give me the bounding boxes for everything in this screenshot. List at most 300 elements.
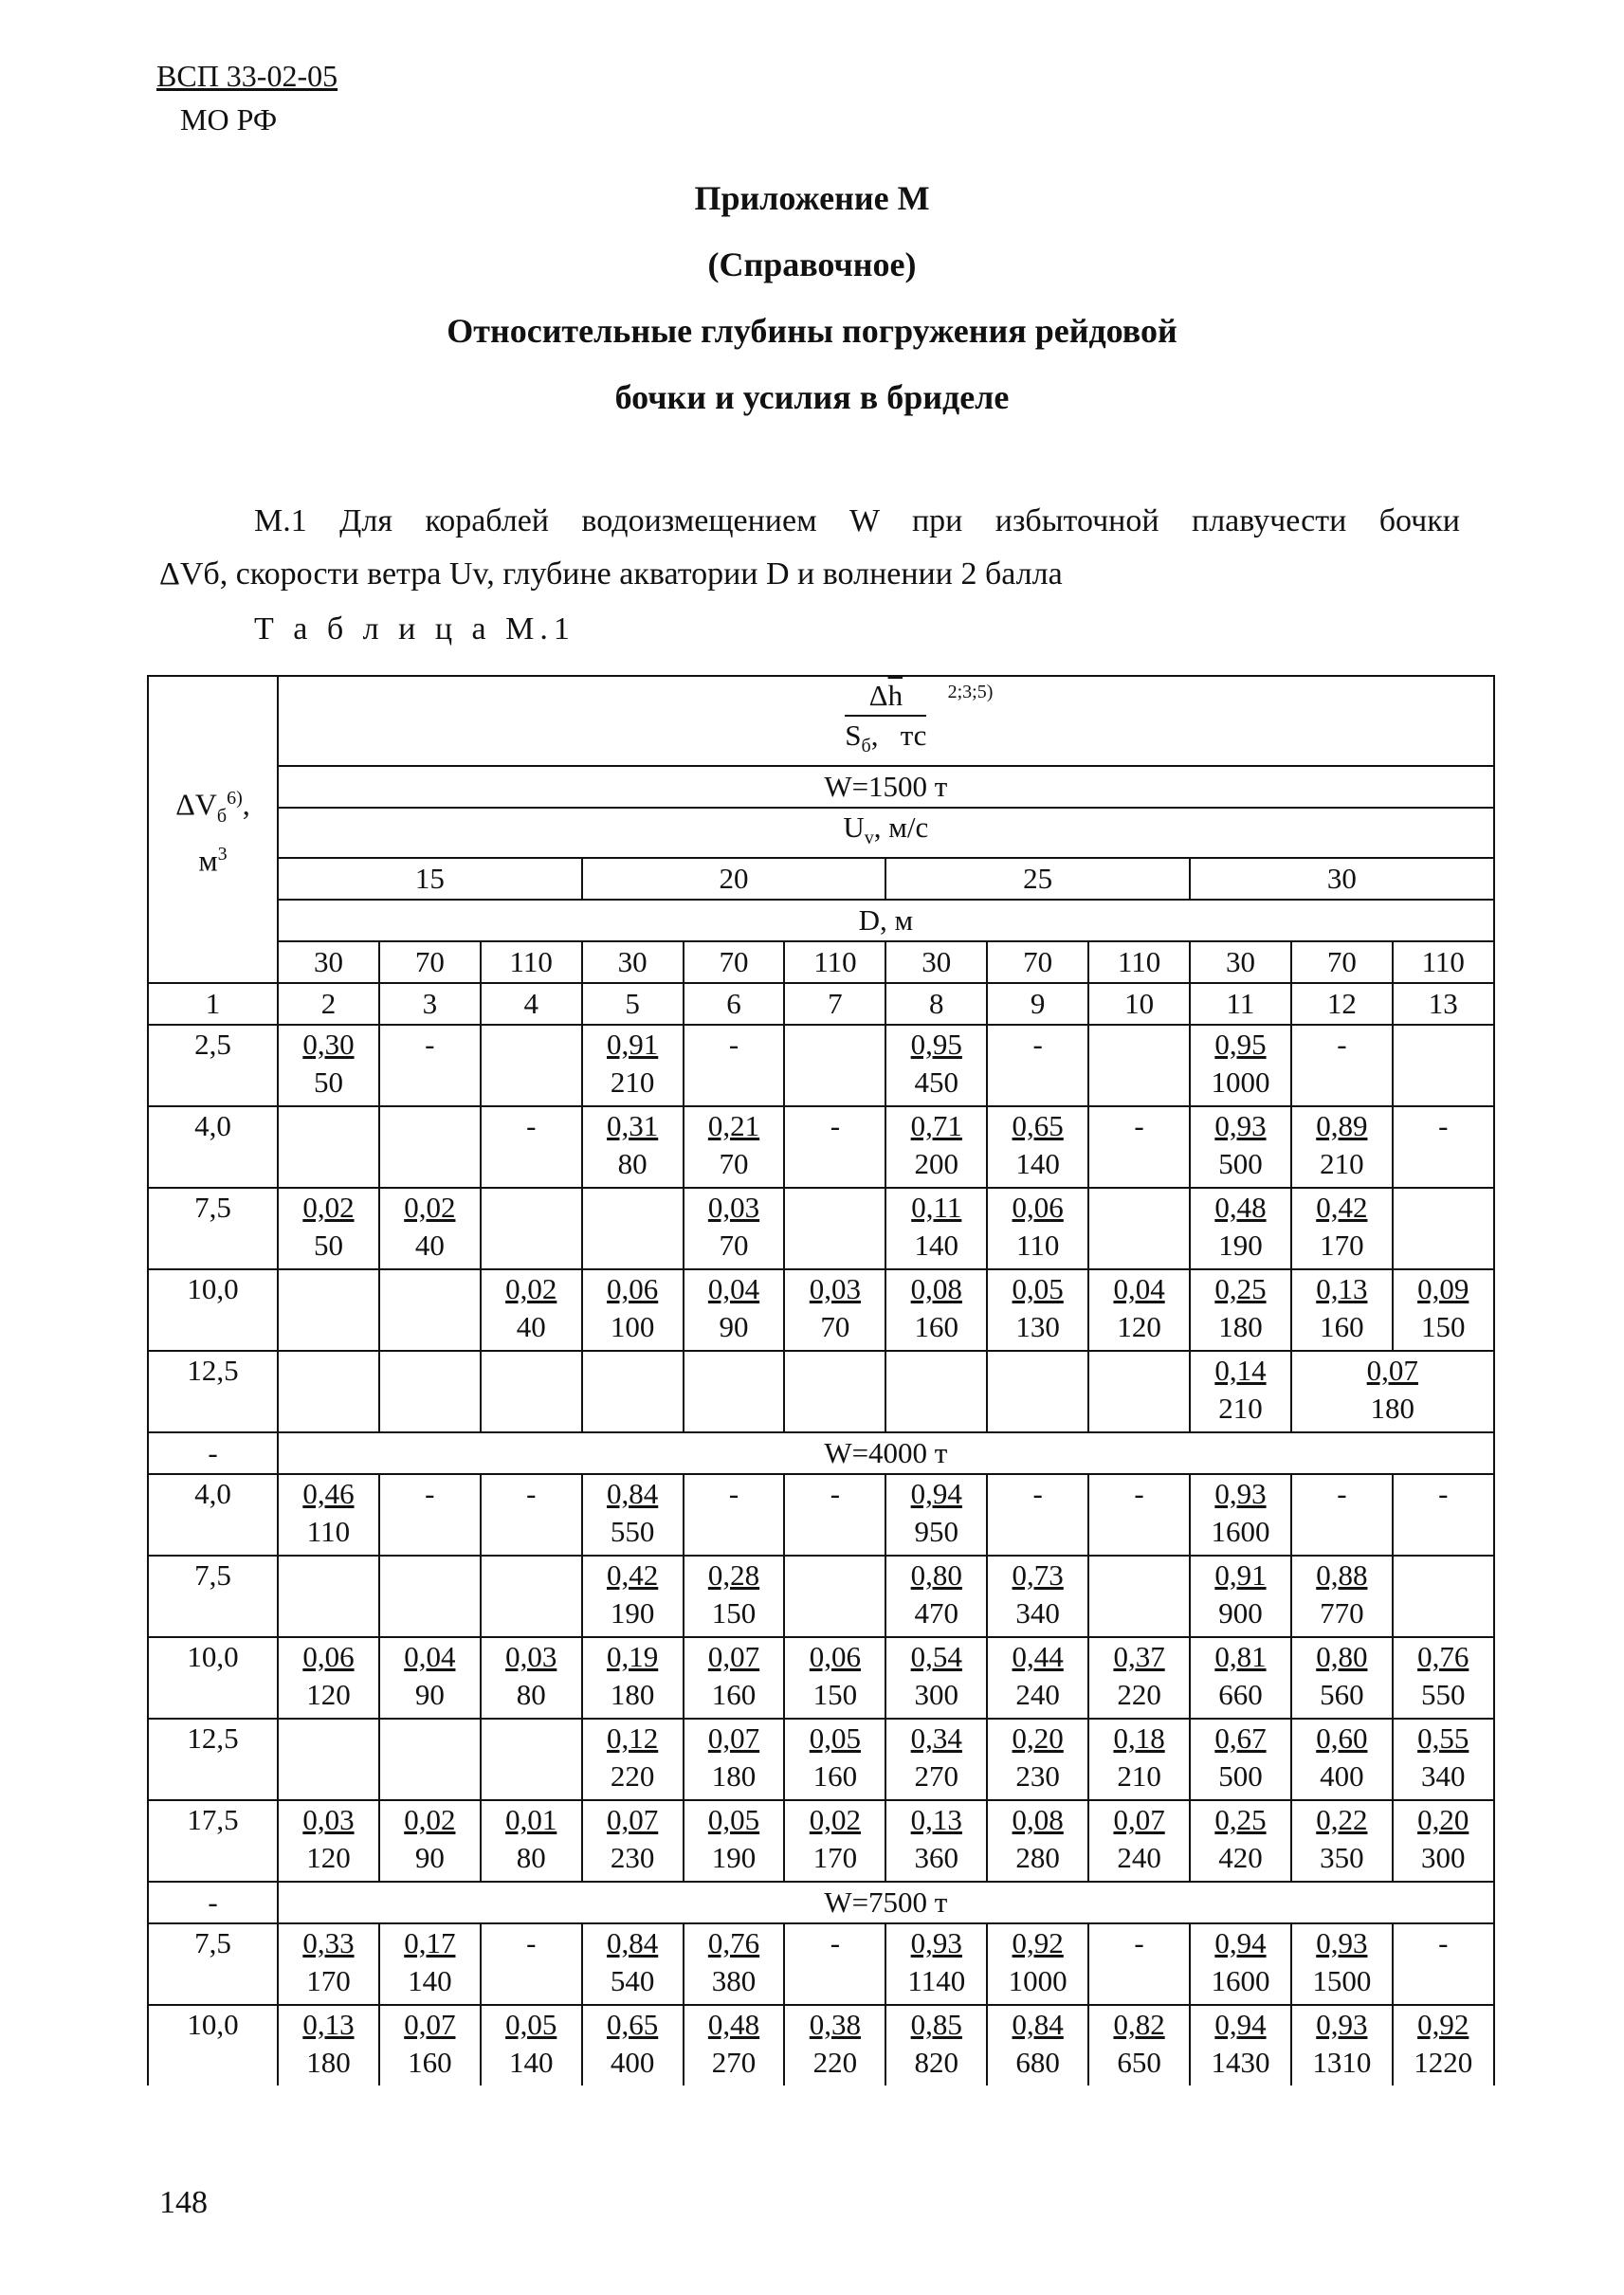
value-pair: [911, 1638, 962, 1714]
section-row-7500: [148, 1882, 1494, 1923]
cell: [1088, 1269, 1190, 1351]
header-row-speeds: [148, 858, 1494, 900]
value-pair: [907, 1924, 965, 2000]
bridle-force: 1000: [1008, 1964, 1067, 1998]
bridle-force: 560: [1320, 1678, 1364, 1712]
depth-ratio: 0,07: [707, 1721, 760, 1756]
cell-empty: [684, 1351, 785, 1432]
cell: [684, 1719, 785, 1800]
cell-empty: [379, 1556, 481, 1637]
paragraph-line1: М.1 Для кораблей водоизмещением W при избыточной плавучести бочки: [254, 503, 1460, 538]
volume-dash: -: [148, 1432, 278, 1474]
cell: [278, 2005, 379, 2086]
depth-ratio: 0,93: [1214, 1477, 1267, 1511]
cell: [784, 2005, 885, 2086]
cell: [987, 1106, 1088, 1188]
depth-ratio: 0,42: [606, 1558, 659, 1593]
cell: [1190, 1556, 1291, 1637]
bridle-force: 160: [1320, 1310, 1364, 1344]
value-pair: [810, 1801, 861, 1877]
value-pair: [404, 1924, 455, 2000]
row-7500-7,5: [148, 1923, 1494, 2005]
depth-ratio: 0,13: [302, 2008, 355, 2042]
depth-ratio: 0,38: [809, 2008, 862, 2042]
cell: [784, 1269, 885, 1351]
wind-speed-value: 15: [278, 858, 582, 900]
cell-empty: [278, 1719, 379, 1800]
cell-empty: [784, 1556, 885, 1637]
quantity-fraction: [845, 677, 994, 765]
cell: [1190, 1188, 1291, 1269]
value-pair: [1113, 1720, 1164, 1795]
depth-ratio: 0,25: [1214, 1272, 1267, 1306]
depth-ratio: 0,54: [910, 1640, 962, 1674]
corner-label: $\Delta V_б^{6)}$, $м^3$: [148, 676, 278, 983]
value-pair: [1013, 1557, 1064, 1632]
volume-value: 10,0: [148, 2005, 278, 2086]
value-pair: [1211, 2006, 1269, 2082]
volume-value: 2,5: [148, 1025, 278, 1106]
value-pair: [1013, 1801, 1064, 1877]
cell: [278, 1923, 379, 2005]
bridle-force: 270: [914, 1759, 959, 1794]
bridle-force: 1600: [1211, 1964, 1270, 1998]
cell: -: [481, 1106, 582, 1188]
cell: [684, 1269, 785, 1351]
bridle-force: 80: [516, 1678, 546, 1712]
row-4000-17,5: [148, 1800, 1494, 1882]
value-pair: [1214, 1352, 1266, 1428]
depth-ratio: 0,07: [404, 2008, 456, 2042]
bridle-force: 120: [1117, 1310, 1161, 1344]
depth-value: 110: [784, 941, 885, 983]
cell-empty: [379, 1719, 481, 1800]
value-pair: [708, 2006, 759, 2082]
bridle-force: 650: [1117, 2046, 1161, 2080]
bridle-force: 240: [1015, 1678, 1060, 1712]
value-pair: [810, 1638, 861, 1714]
wind-speed-value: 20: [582, 858, 886, 900]
value-pair: [404, 1638, 455, 1714]
bridle-force: 170: [1320, 1229, 1364, 1263]
cell: -: [1088, 1474, 1190, 1556]
value-pair: [302, 1638, 354, 1714]
cell: -: [784, 1923, 885, 2005]
bridle-force: 240: [1117, 1841, 1161, 1875]
displacement-4000: W=4000 т: [278, 1432, 1494, 1474]
volume-value: 4,0: [148, 1474, 278, 1556]
value-pair: [911, 2006, 962, 2082]
value-pair: [1009, 1924, 1067, 2000]
bridle-force: 900: [1218, 1596, 1263, 1630]
cell-empty: [379, 1106, 481, 1188]
depth-ratio: 0,13: [910, 1803, 962, 1837]
depth-ratio: 0,08: [910, 1272, 962, 1306]
bridle-force: 300: [914, 1678, 959, 1712]
value-pair: [911, 1026, 962, 1102]
bridle-force: 400: [1320, 1759, 1364, 1794]
cell: [987, 1269, 1088, 1351]
value-pair: [1316, 1270, 1367, 1346]
cell: [784, 1800, 885, 1882]
cell-empty: [481, 1025, 582, 1106]
volume-value: 7,5: [148, 1188, 278, 1269]
value-pair: [810, 1270, 861, 1346]
bridle-force: 110: [1015, 1229, 1060, 1263]
value-pair: [1214, 1638, 1266, 1714]
cell-empty: [1088, 1188, 1190, 1269]
value-pair: [1211, 1475, 1269, 1551]
value-pair: [607, 1107, 658, 1183]
cell-empty: [278, 1351, 379, 1432]
value-pair: [708, 1720, 759, 1795]
value-pair: [911, 1801, 962, 1877]
bridle-force: 230: [1015, 1759, 1060, 1794]
cell: [481, 1269, 582, 1351]
cell-empty: [1393, 1188, 1494, 1269]
cell: [582, 1923, 684, 2005]
value-pair: [607, 1475, 658, 1551]
cell: [987, 1556, 1088, 1637]
depth-ratio: 0,05: [1012, 1272, 1064, 1306]
cell: [784, 1637, 885, 1719]
row-4000-4.0: [148, 1474, 1494, 1556]
depth-value: 70: [684, 941, 785, 983]
depth-ratio: 0,94: [1214, 2008, 1267, 2042]
row-1500-4.0: [148, 1106, 1494, 1188]
cell: [1291, 1637, 1393, 1719]
depth-ratio: 0,01: [505, 1803, 557, 1837]
value-pair: [607, 1924, 658, 2000]
depth-ratio: 0,22: [1316, 1803, 1368, 1837]
depth-ratio: 0,07: [1113, 1803, 1165, 1837]
bridle-force: 420: [1218, 1841, 1263, 1875]
cell-empty: [481, 1719, 582, 1800]
value-pair: [1417, 1270, 1469, 1346]
bridle-force: 140: [408, 1964, 452, 1998]
cell-empty: [1088, 1556, 1190, 1637]
bridle-force: 470: [914, 1596, 959, 1630]
row-7500-10,0: [148, 2005, 1494, 2086]
document-code: ВСП 33-02-05: [156, 59, 338, 93]
bridle-force: 210: [610, 1066, 655, 1100]
cell: [1393, 1719, 1494, 1800]
column-number: 5: [582, 983, 684, 1025]
cell: [684, 1637, 785, 1719]
value-pair: [607, 1557, 658, 1632]
depth-ratio: 0,48: [707, 2008, 760, 2042]
bridle-force: 90: [414, 1678, 445, 1712]
cell: -: [1393, 1474, 1494, 1556]
value-pair: [708, 1638, 759, 1714]
value-pair: [911, 1557, 962, 1632]
depth-ratio: 0,60: [1316, 1721, 1368, 1756]
cell: [885, 1474, 987, 1556]
volume-value: 7,5: [148, 1923, 278, 2005]
value-pair: [911, 1475, 962, 1551]
value-pair: [1013, 2006, 1064, 2082]
bridle-force: 190: [711, 1841, 757, 1875]
value-pair: [404, 2006, 455, 2082]
value-pair: [1013, 1189, 1064, 1265]
cell: [582, 1106, 684, 1188]
value-pair: [708, 1189, 759, 1265]
row-4000-10,0: [148, 1637, 1494, 1719]
depth-ratio: 0,93: [1214, 1109, 1267, 1143]
cell: [784, 1719, 885, 1800]
depth-value: 30: [1190, 941, 1291, 983]
value-pair: [1211, 1924, 1269, 2000]
depth-symbol: $\Delta\overline{h}$: [868, 679, 903, 712]
depth-value: 110: [481, 941, 582, 983]
data-table: [147, 675, 1495, 2086]
cell: [1291, 1719, 1393, 1800]
depth-ratio: 0,09: [1417, 1272, 1469, 1306]
header-row-depth: [148, 900, 1494, 941]
bridle-force: 120: [306, 1841, 351, 1875]
cell-empty: [481, 1556, 582, 1637]
volume-value: 4,0: [148, 1106, 278, 1188]
value-pair: [302, 2006, 354, 2082]
bridle-force: 180: [1218, 1310, 1263, 1344]
depth-value: 110: [1088, 941, 1190, 983]
depth-ratio: 0,28: [707, 1558, 760, 1593]
bridle-force: 220: [1117, 1678, 1161, 1712]
value-pair: [1316, 1189, 1367, 1265]
bridle-force: 1430: [1211, 2046, 1270, 2080]
bridle-force: 110: [306, 1515, 351, 1549]
bridle-force: 300: [1420, 1841, 1466, 1875]
cell: [1088, 2005, 1190, 2086]
depth-value: 30: [582, 941, 684, 983]
bridle-force: 210: [1117, 1759, 1161, 1794]
bridle-force: 950: [914, 1515, 959, 1549]
volume-value: 12,5: [148, 1351, 278, 1432]
column-number: 10: [1088, 983, 1190, 1025]
volume-value: 7,5: [148, 1556, 278, 1637]
cell: [481, 1800, 582, 1882]
volume-dash: -: [148, 1882, 278, 1923]
cell: [481, 1637, 582, 1719]
value-pair: [1414, 2006, 1472, 2082]
column-number: 4: [481, 983, 582, 1025]
cell: -: [684, 1025, 785, 1106]
cell: -: [1393, 1923, 1494, 2005]
cell-empty: [582, 1188, 684, 1269]
appendix-heading-line2: бочки и усилия в бриделе: [614, 378, 1010, 416]
depth-ratio: 0,07: [707, 1640, 760, 1674]
bridle-force: 340: [1015, 1596, 1060, 1630]
value-pair: [302, 1189, 354, 1265]
depth-ratio: 0,80: [910, 1558, 962, 1593]
depth-ratio: 0,05: [707, 1803, 760, 1837]
depth-ratio: 0,93: [1316, 1926, 1368, 1960]
cell: [684, 1800, 785, 1882]
bridle-force: 450: [914, 1066, 959, 1100]
cell-empty: [379, 1269, 481, 1351]
cell: [582, 1800, 684, 1882]
depth-ratio: 0,48: [1214, 1191, 1267, 1225]
cell: -: [1291, 1025, 1393, 1106]
depth-ratio: 0,17: [404, 1926, 456, 1960]
bridle-force: 70: [820, 1310, 850, 1344]
cell-empty: [481, 1188, 582, 1269]
depth-ratio: 0,33: [302, 1926, 355, 1960]
value-pair: [302, 1924, 354, 2000]
value-pair: [1312, 1924, 1371, 2000]
cell-empty: [885, 1351, 987, 1432]
cell-empty: [1393, 1556, 1494, 1637]
depth-ratio: 0,02: [404, 1803, 456, 1837]
appendix-type: (Справочное): [707, 246, 917, 283]
cell: [987, 1188, 1088, 1269]
value-pair: [1214, 1189, 1266, 1265]
cell: [987, 1719, 1088, 1800]
depth-ratio: 0,30: [302, 1028, 355, 1062]
wind-speed-value: 25: [885, 858, 1190, 900]
bridle-force: 340: [1420, 1759, 1466, 1794]
cell: [1291, 2005, 1393, 2086]
depth-ratio: 0,20: [1417, 1803, 1469, 1837]
cell: [1190, 1269, 1291, 1351]
cell-empty: [481, 1351, 582, 1432]
bridle-force: 400: [610, 2046, 655, 2080]
header-row-quantity: [148, 676, 1494, 766]
value-pair: [1013, 1720, 1064, 1795]
value-pair: [1113, 1270, 1164, 1346]
depth-ratio: 0,84: [1012, 2008, 1064, 2042]
depth-value: 70: [379, 941, 481, 983]
cell: [481, 2005, 582, 2086]
cell: [1393, 1637, 1494, 1719]
value-pair: [708, 1107, 759, 1183]
depth-ratio: 0,02: [505, 1272, 557, 1306]
value-pair: [708, 1801, 759, 1877]
depth-ratio: 0,65: [606, 2008, 659, 2042]
bridle-force: 1310: [1312, 2046, 1372, 2080]
cell: [1190, 1637, 1291, 1719]
value-pair: [1417, 1720, 1469, 1795]
depth-ratio: 0,95: [910, 1028, 962, 1062]
cell: [582, 1556, 684, 1637]
bridle-force: 150: [1420, 1310, 1466, 1344]
value-pair: [1113, 2006, 1164, 2082]
cell: [278, 1025, 379, 1106]
bridle-force: 1140: [907, 1964, 966, 1998]
depth-value: 110: [1393, 941, 1494, 983]
cell: [278, 1637, 379, 1719]
depth-ratio: 0,03: [707, 1191, 760, 1225]
depth-ratio: 0,25: [1214, 1803, 1267, 1837]
cell: -: [1393, 1106, 1494, 1188]
cell: [684, 1188, 785, 1269]
column-number: 2: [278, 983, 379, 1025]
bridle-force: 180: [610, 1678, 655, 1712]
cell: [885, 1637, 987, 1719]
depth-ratio: 0,04: [707, 1272, 760, 1306]
intro-paragraph: [159, 495, 1460, 601]
column-number: 12: [1291, 983, 1393, 1025]
depth-ratio: 0,89: [1316, 1109, 1368, 1143]
cell: -: [1088, 1106, 1190, 1188]
cell-empty: [1393, 1025, 1494, 1106]
value-pair: [1316, 1557, 1367, 1632]
cell: [1291, 1188, 1393, 1269]
column-number: 9: [987, 983, 1088, 1025]
depth-ratio: 0,20: [1012, 1721, 1064, 1756]
depth-ratio: 0,94: [1214, 1926, 1267, 1960]
depth-ratio: 0,93: [910, 1926, 962, 1960]
depth-ratio: 0,02: [809, 1803, 862, 1837]
depth-ratio: 0,31: [606, 1109, 659, 1143]
bridle-force: 660: [1218, 1678, 1263, 1712]
bridle-force: 140: [914, 1229, 959, 1263]
cell: [379, 1923, 481, 2005]
column-number: 6: [684, 983, 785, 1025]
row-1500-7.5: [148, 1188, 1494, 1269]
bridle-force: 1600: [1211, 1515, 1270, 1549]
cell-empty: [1088, 1351, 1190, 1432]
depth-ratio: 0,02: [404, 1191, 456, 1225]
cell: -: [379, 1025, 481, 1106]
bridle-force: 50: [313, 1229, 343, 1263]
quantity-header: [278, 676, 1494, 766]
cell: -: [481, 1474, 582, 1556]
bridle-force: 80: [516, 1841, 546, 1875]
value-pair: [1013, 1107, 1064, 1183]
wind-speed-value: 30: [1190, 858, 1494, 900]
depth-ratio: 0,82: [1113, 2008, 1165, 2042]
row-1500-12.5: [148, 1351, 1494, 1432]
depth-ratio: 0,12: [606, 1721, 659, 1756]
depth-ratio: 0,76: [1417, 1640, 1469, 1674]
cell: [278, 1188, 379, 1269]
cell: [684, 1556, 785, 1637]
cell: [1088, 1719, 1190, 1800]
bridle-force: 180: [306, 2046, 351, 2080]
force-symbol: $S_б$, тс: [845, 719, 927, 757]
value-pair: [1417, 1638, 1469, 1714]
cell: [1190, 1719, 1291, 1800]
cell: [379, 1637, 481, 1719]
bridle-force: 280: [1015, 1841, 1060, 1875]
depth-ratio: 0,65: [1012, 1109, 1064, 1143]
value-pair: [1312, 2006, 1371, 2082]
cell: [1291, 1923, 1393, 2005]
section-row-4000: [148, 1432, 1494, 1474]
bridle-force: 70: [719, 1229, 749, 1263]
value-pair: [810, 1720, 861, 1795]
footnote-ref: 2;3;5): [947, 682, 994, 702]
cell: [1088, 1637, 1190, 1719]
depth-ratio: 0,67: [1214, 1721, 1267, 1756]
value-pair: [1113, 1801, 1164, 1877]
row-4000-12,5: [148, 1719, 1494, 1800]
page-number: 148: [159, 2185, 208, 2220]
cell-empty: [582, 1351, 684, 1432]
depth-value: 30: [278, 941, 379, 983]
value-pair: [1013, 1638, 1064, 1714]
cell: [278, 1800, 379, 1882]
value-pair: [1211, 1026, 1269, 1102]
bridle-force: 1000: [1211, 1066, 1270, 1100]
depth-ratio: 0,04: [1113, 1272, 1165, 1306]
cell: [987, 1637, 1088, 1719]
depth-ratio: 0,03: [302, 1803, 355, 1837]
cell: [278, 1474, 379, 1556]
bridle-force: 160: [408, 2046, 452, 2080]
bridle-force: 100: [610, 1310, 655, 1344]
